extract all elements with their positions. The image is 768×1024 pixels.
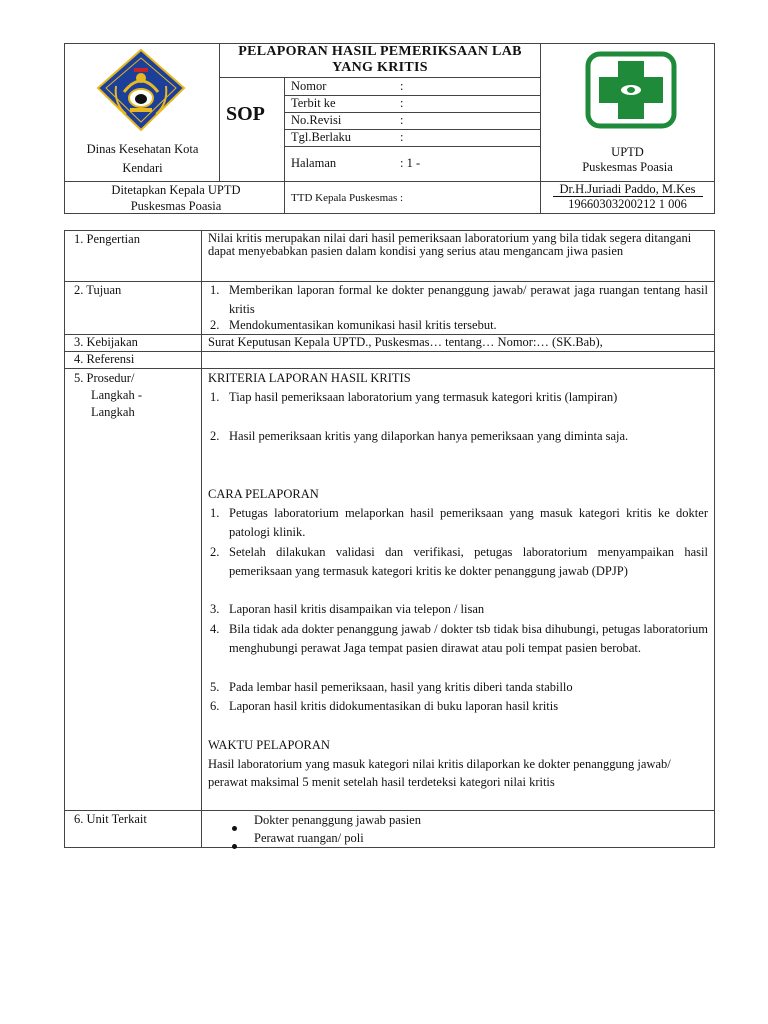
list-item: Perawat ruangan/ poli [254,831,364,845]
list-item: 1. Petugas laboratorium melaporkan hasil pemeriksaan yang masuk kategori kritis ke dokter patologi klinik. [210,506,708,539]
row-prosedur-label-1: 5. Prosedur/ [74,371,135,385]
list-item: 4. Bila tidak ada dokter penanggung jawab / dokter tsb tidak bisa dihubungi, petugas laboratorium menghubungi perawat Jaga tempat pasien dirawat atau poli tempat pasien berobat. [210,622,708,655]
puskesmas-logo [585,51,677,129]
signer-nip: 19660303200212 1 006 [568,197,687,211]
signer-name: Dr.H.Juriadi Paddo, M.Kes [559,182,696,196]
list-item: 6. Laporan hasil kritis didokumentasikan di buku laporan hasil kritis [210,699,559,713]
field-nomor-label: Nomor [291,79,327,93]
field-revisi-label: No.Revisi [291,113,342,127]
field-tgl-label: Tgl.Berlaku [291,130,352,144]
field-terbit-label: Terbit ke [291,96,336,110]
unit-line1: UPTD [611,145,644,159]
list-item: 2. Setelah dilakukan validasi dan verifikasi, petugas laboratorium menyampaikan hasil pemeriksaan yang termasuk kategori kritis ke dokter penanggung jawab (DPJP) [210,545,708,578]
field-tgl-value: : [400,130,404,144]
unit-line2: Puskesmas Poasia [582,160,673,174]
field-terbit-value: : [400,96,404,110]
row-pengertian-text: Nilai kritis merupakan nilai dari hasil pemeriksaan laboratorium yang bila tidak segera ditangani dapat menyebabkan pasien dalam kondisi yang serius atau mengancam jiwa pasien [208,231,692,258]
org-name: Dinas Kesehatan Kota Kendari [86,142,199,175]
row-pengertian-label: 1. Pengertian [74,232,140,246]
field-halaman-value: : 1 - [400,156,421,170]
row-prosedur-label-3: Langkah [91,405,135,419]
field-halaman-label: Halaman [291,156,337,170]
list-item: 1. Tiap hasil pemeriksaan laboratorium yang termasuk kategori kritis (lampiran) [210,390,618,404]
row-tujuan-label: 2. Tujuan [74,283,122,297]
list-item: 2. Hasil pemeriksaan kritis yang dilaporkan hanya pemeriksaan yang diminta saja. [210,429,629,443]
field-nomor-value: : [400,79,404,93]
list-item: 1. Memberikan laporan formal ke dokter penanggung jawab/ perawat jaga ruangan tentang hasil kritis [210,283,708,316]
city-emblem-logo [94,48,188,132]
row-unit-label: 6. Unit Terkait [74,812,147,826]
section-heading: WAKTU PELAPORAN [208,738,330,752]
list-item: 3. Laporan hasil kritis disampaikan via telepon / lisan [210,602,485,616]
row-prosedur-label-2: Langkah - [91,388,143,402]
list-item: Dokter penanggung jawab pasien [254,813,421,827]
row-kebijakan-label: 3. Kebijakan [74,335,138,349]
document-title: PELAPORAN HASIL PEMERIKSAAN LAB YANG KRITIS [238,44,522,75]
section-text: Hasil laboratorium yang masuk kategori nilai kritis dilaporkan ke dokter penanggung jawab/ perawat maksimal 5 menit setelah hasil terdeteksi kategori nilai kritis [208,757,671,789]
bullet-icon [232,836,237,854]
row-referensi-label: 4. Referensi [74,352,135,366]
row-kebijakan-text: Surat Keputusan Kepala UPTD., Puskesmas… tentang… Nomor:… (SK.Bab), [208,335,603,349]
section-heading: KRITERIA LAPORAN HASIL KRITIS [208,371,411,385]
section-heading: CARA PELAPORAN [208,487,319,501]
ttd-label: TTD Kepala Puskesmas : [291,192,404,204]
sop-label: SOP [226,103,265,125]
list-item: 5. Pada lembar hasil pemeriksaan, hasil yang kritis diberi tanda stabillo [210,680,573,694]
field-revisi-value: : [400,113,404,127]
bullet-icon [232,818,237,836]
ditetapkan-label: Ditetapkan Kepala UPTD Puskesmas Poasia [111,183,241,213]
list-item: 2. Mendokumentasikan komunikasi hasil kritis tersebut. [210,318,497,332]
